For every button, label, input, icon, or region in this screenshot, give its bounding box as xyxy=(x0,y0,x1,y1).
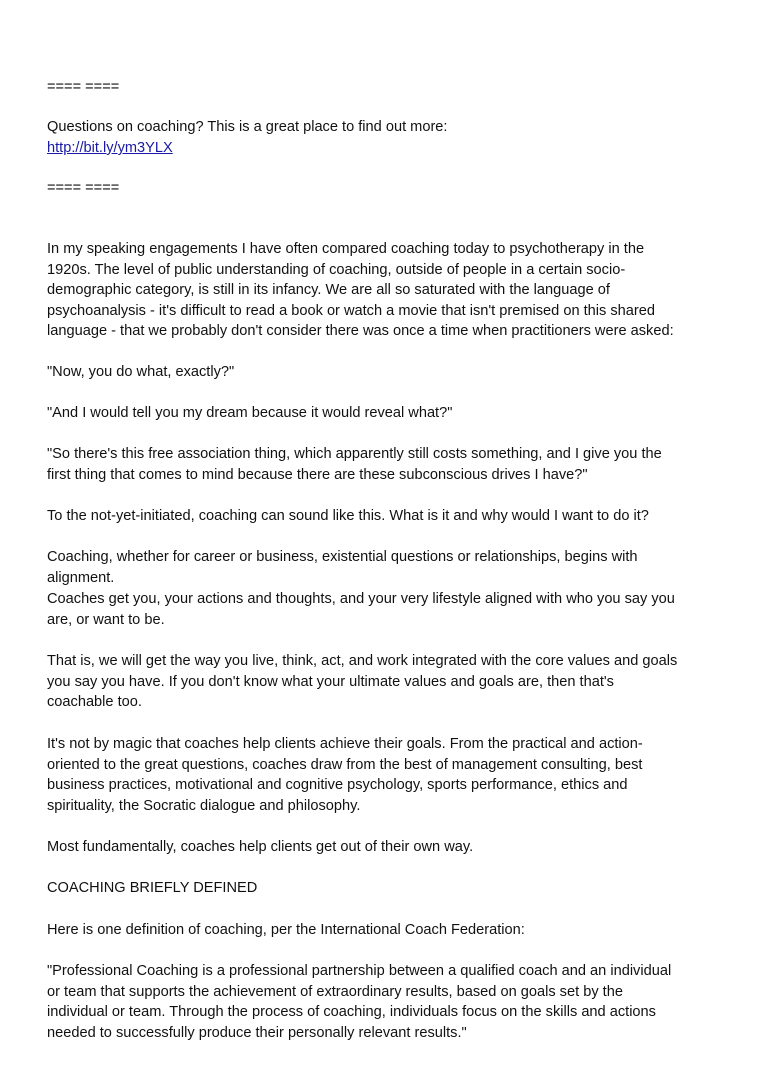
paragraph-line: are, or want to be. xyxy=(47,612,165,628)
quote-now: "Now, you do what, exactly?" xyxy=(47,364,235,380)
paragraph-line: oriented to the great questions, coaches draw from the best of management consulting, best xyxy=(47,757,643,773)
paragraph-line: Coaching, whether for career or business, existential questions or relationships, begins with xyxy=(47,549,638,565)
paragraph-line: In my speaking engagements I have often compared coaching today to psychotherapy in the xyxy=(47,241,645,257)
paragraph-line: It's not by magic that coaches help clients achieve their goals. From the practical and action- xyxy=(47,736,643,752)
quote-line: "Professional Coaching is a professional partnership between a qualified coach and an individual xyxy=(47,963,672,979)
paragraph-line: coachable too. xyxy=(47,694,142,710)
paragraph-line: Most fundamentally, coaches help clients get out of their own way. xyxy=(47,839,474,855)
paragraph-line: 1920s. The level of public understanding of coaching, outside of people in a certain socio- xyxy=(47,262,626,278)
intro-text: Questions on coaching? This is a great place to find out more: xyxy=(47,119,448,135)
quote-line: "So there's this free association thing, which apparently still costs something, and I give you the xyxy=(47,446,662,462)
paragraph-line: demographic category, is still in its infancy. We are all so saturated with the language of xyxy=(47,282,610,298)
section-heading: COACHING BRIEFLY DEFINED xyxy=(47,880,258,896)
quote-dream: "And I would tell you my dream because it would reveal what?" xyxy=(47,405,453,421)
quote-line: or team that supports the achievement of extraordinary results, based on goals set by the xyxy=(47,984,623,1000)
paragraph-line: alignment. xyxy=(47,570,115,586)
paragraph-line: spirituality, the Socratic dialogue and philosophy. xyxy=(47,798,361,814)
quote-line: needed to successfully produce their personally relevant results." xyxy=(47,1025,467,1041)
separator-bottom: ==== ==== xyxy=(47,180,120,196)
paragraph-line: business practices, motivational and cognitive psychology, sports performance, ethics and xyxy=(47,777,628,793)
separator-top: ==== ==== xyxy=(47,79,120,95)
quote-line: individual or team. Through the process of coaching, individuals focus on the skills and actions xyxy=(47,1004,656,1020)
quote-line: first thing that comes to mind because there are these subconscious drives I have?" xyxy=(47,467,588,483)
paragraph-line: psychoanalysis - it's difficult to read a book or watch a movie that isn't premised on this shared xyxy=(47,303,655,319)
paragraph-line: language - that we probably don't consider there was once a time when practitioners were asked: xyxy=(47,323,674,339)
paragraph-line: That is, we will get the way you live, think, act, and work integrated with the core values and goals xyxy=(47,653,678,669)
coaching-link[interactable]: http://bit.ly/ym3YLX xyxy=(47,140,173,156)
paragraph-line: Coaches get you, your actions and thoughts, and your very lifestyle aligned with who you say you xyxy=(47,591,675,607)
paragraph-line: Here is one definition of coaching, per the International Coach Federation: xyxy=(47,922,525,938)
paragraph-line: To the not-yet-initiated, coaching can sound like this. What is it and why would I want to do it? xyxy=(47,508,649,524)
paragraph-line: you say you have. If you don't know what your ultimate values and goals are, then that's xyxy=(47,674,614,690)
